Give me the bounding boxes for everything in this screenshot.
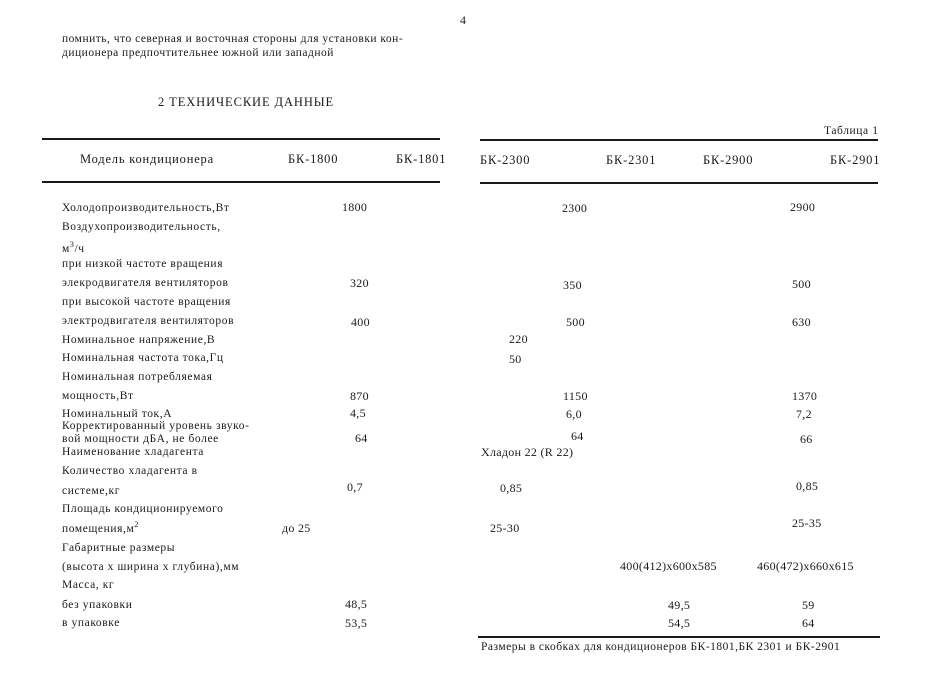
voltage-value: 220 xyxy=(509,332,528,346)
row-label-mass-pack: в упаковке xyxy=(62,617,120,629)
sound-bk-1800: 64 xyxy=(355,431,368,445)
mass-no-pack-bk-1800: 48,5 xyxy=(345,597,368,611)
cooling-bk-2900: 2900 xyxy=(790,200,816,214)
sound-bk-2300: 64 xyxy=(571,429,584,443)
header-bk-2901: БК-2901 xyxy=(830,153,881,167)
airflow-unit-base: м xyxy=(62,242,70,255)
row-label-sound-2: вой мощности дБА, не более xyxy=(62,433,219,445)
current-bk-1800: 4,5 xyxy=(350,406,366,420)
row-label-low-speed-2: элекродвигателя вентиляторов xyxy=(62,277,229,289)
row-label-dims-2: (высота х ширина х глубина),мм xyxy=(62,561,240,573)
table-header-rule-right xyxy=(480,182,878,184)
ref-amount-bk-1800: 0,7 xyxy=(347,480,363,494)
row-label-mass-no-pack: без упаковки xyxy=(62,599,133,611)
row-label-refrigerant: Наименование хладагента xyxy=(62,446,204,458)
area-label-base: помещения,м xyxy=(62,522,135,535)
row-label-refrigerant-amount-2: системе,кг xyxy=(62,485,121,497)
high-bk-1800: 400 xyxy=(351,315,370,329)
ref-amount-bk-2900: 0,85 xyxy=(796,479,819,493)
row-label-area-2 xyxy=(62,520,139,535)
table-bottom-rule xyxy=(478,636,880,638)
intro-line-1: помнить, что северная и восточная стороны для установки кон- xyxy=(62,33,404,45)
footnote: Размеры в скобках для кондиционеров БК-1801,БК 2301 и БК-2901 xyxy=(481,641,841,653)
power-bk-1800: 870 xyxy=(350,389,369,403)
low-bk-2900: 500 xyxy=(792,277,811,291)
dims-bk-2900: 460(472)х660х615 xyxy=(757,559,854,573)
mass-no-pack-bk-2300: 49,5 xyxy=(668,598,691,612)
high-bk-2300: 500 xyxy=(566,315,585,329)
row-label-power-2: мощность,Вт xyxy=(62,390,134,402)
row-label-high-speed-2: электродвигателя вентиляторов xyxy=(62,315,235,327)
airflow-unit-tail: /ч xyxy=(74,242,85,255)
header-bk-1800: БК-1800 xyxy=(288,152,339,166)
row-label-dims-1: Габаритные размеры xyxy=(62,542,176,554)
cooling-bk-2300: 2300 xyxy=(562,201,588,215)
intro-line-2: диционера предпочтительнее южной или западной xyxy=(62,47,334,59)
row-label-frequency: Номинальная частота тока,Гц xyxy=(62,352,224,364)
table-header-rule-left xyxy=(42,181,440,183)
mass-pack-bk-2900: 64 xyxy=(802,616,815,630)
area-bk-2900: 25-35 xyxy=(792,516,822,530)
row-label-airflow-unit xyxy=(62,240,85,255)
table-caption: Таблица 1 xyxy=(824,125,879,137)
table-top-rule-left xyxy=(42,138,440,140)
area-bk-1800: до 25 xyxy=(282,521,311,535)
area-bk-2300: 25-30 xyxy=(490,521,520,535)
row-label-power-1: Номинальная потребляемая xyxy=(62,371,213,383)
high-bk-2900: 630 xyxy=(792,315,811,329)
header-bk-2900: БК-2900 xyxy=(703,153,754,167)
mass-no-pack-bk-2900: 59 xyxy=(802,598,815,612)
row-label-area-1: Площадь кондиционируемого xyxy=(62,503,224,515)
low-bk-2300: 350 xyxy=(563,278,582,292)
header-bk-1801: БК-1801 xyxy=(396,152,447,166)
row-label-refrigerant-amount-1: Количество хладагента в xyxy=(62,465,198,477)
current-bk-2900: 7,2 xyxy=(796,407,812,421)
power-bk-2300: 1150 xyxy=(563,389,588,403)
row-label-cooling: Холодопроизводительность,Вт xyxy=(62,202,230,214)
table-top-rule-right xyxy=(480,139,878,141)
row-label-airflow: Воздухопроизводительность, xyxy=(62,221,221,233)
row-label-current: Номинальный ток,А xyxy=(62,408,173,420)
area-label-sup: 2 xyxy=(134,520,139,529)
refrigerant-value: Хладон 22 (R 22) xyxy=(481,445,574,459)
power-bk-2900: 1370 xyxy=(792,389,818,403)
page-number: 4 xyxy=(460,13,467,27)
mass-pack-bk-2300: 54,5 xyxy=(668,616,691,630)
dims-bk-2300: 400(412)х600х585 xyxy=(620,559,717,573)
row-label-sound-1: Корректированный уровень звуко- xyxy=(62,420,250,432)
row-label-low-speed-1: при низкой частоте вращения xyxy=(62,258,224,270)
frequency-value: 50 xyxy=(509,352,522,366)
row-label-mass: Масса, кг xyxy=(62,579,115,591)
header-bk-2301: БК-2301 xyxy=(606,153,657,167)
ref-amount-bk-2300: 0,85 xyxy=(500,481,523,495)
airflow-unit-sup: 3 xyxy=(69,240,75,249)
section-title: 2 ТЕХНИЧЕСКИЕ ДАННЫЕ xyxy=(158,95,335,109)
row-label-high-speed-1: при высокой частоте вращения xyxy=(62,296,231,308)
sound-bk-2900: 66 xyxy=(800,432,813,446)
header-bk-2300: БК-2300 xyxy=(480,153,531,167)
row-label-voltage: Номинальное напряжение,В xyxy=(62,334,216,346)
current-bk-2300: 6,0 xyxy=(566,407,582,421)
mass-pack-bk-1800: 53,5 xyxy=(345,616,368,630)
cooling-bk-1800: 1800 xyxy=(342,200,368,214)
low-bk-1800: 320 xyxy=(350,276,369,290)
header-model-label: Модель кондиционера xyxy=(80,152,214,166)
